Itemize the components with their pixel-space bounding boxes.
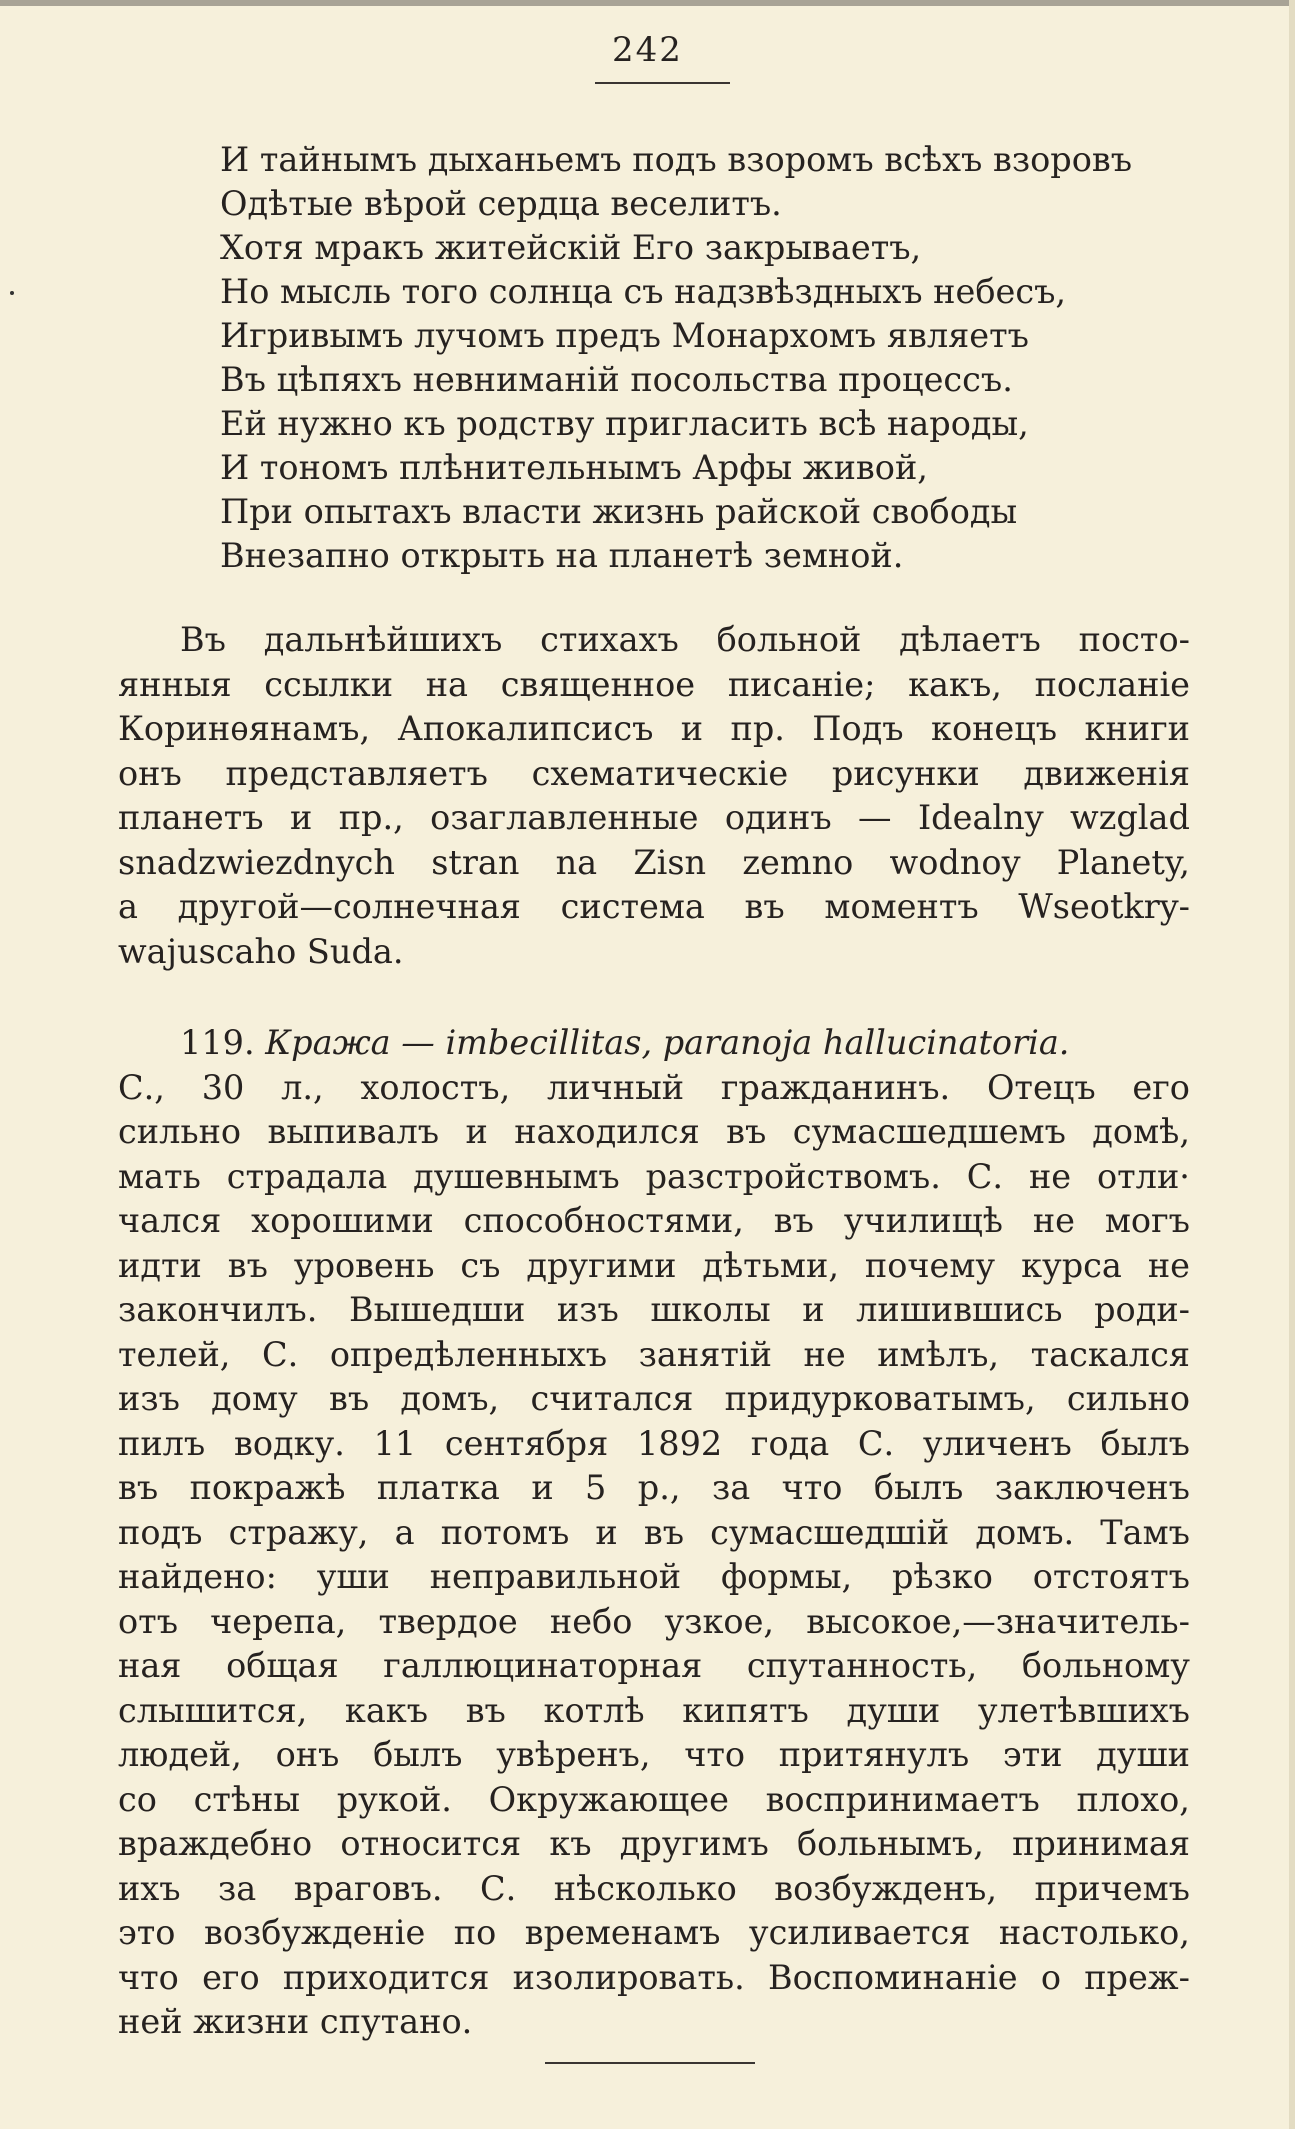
word: домѣ,: [1092, 1112, 1190, 1151]
word: возбужденъ,: [774, 1868, 998, 1908]
word: это: [118, 1913, 176, 1952]
word: воспринимаетъ: [765, 1779, 1040, 1819]
word: и: [289, 798, 313, 837]
word: сентября: [444, 1423, 609, 1463]
word: въ: [328, 1379, 370, 1418]
word: спутанность,: [746, 1646, 978, 1685]
word: холостъ,: [360, 1067, 511, 1107]
word: 1892: [636, 1423, 723, 1463]
word: о: [1040, 1957, 1061, 1997]
text-line: [118, 1333, 1190, 1378]
word: snadzwiezdnych: [118, 842, 395, 882]
word: въ: [118, 1468, 159, 1507]
text-line: [118, 1110, 1190, 1155]
poem-line: Игривымъ лучомъ предъ Монархомъ являетъ: [220, 316, 1029, 355]
word: и: [465, 1112, 488, 1151]
word: со: [118, 1779, 157, 1819]
word: притянулъ: [778, 1735, 970, 1774]
word: Idealny: [917, 798, 1044, 837]
commentary-paragraph: [118, 618, 1190, 974]
word: принимая: [1012, 1824, 1190, 1863]
text-line: [118, 1867, 1190, 1912]
text-line: [118, 1644, 1190, 1689]
case-number: 119.: [180, 1023, 255, 1062]
word: платка: [376, 1468, 500, 1507]
word: посто-: [1078, 620, 1190, 659]
word: способностями,: [463, 1201, 744, 1240]
word: училищѣ: [843, 1201, 1003, 1240]
text-line: [118, 752, 1190, 797]
poem-line: Ей нужно къ родству пригласить всѣ народы,: [220, 404, 1029, 443]
word: не: [1147, 1245, 1190, 1285]
word: ссылки: [264, 664, 394, 704]
word: Воспоминаніе: [768, 1957, 1018, 1997]
poem-line: Но мысль того солнца съ надзвѣздныхъ небесъ,: [220, 272, 1067, 311]
word: увѣренъ,: [496, 1735, 651, 1774]
word: личный: [547, 1067, 685, 1107]
word: душевнымъ: [413, 1156, 620, 1196]
word: водку.: [233, 1423, 345, 1463]
word: узкое,: [664, 1601, 775, 1641]
word: рисунки: [831, 753, 980, 793]
word: былъ: [1100, 1423, 1190, 1463]
text-line: [118, 1288, 1190, 1333]
word: причемъ: [1034, 1868, 1190, 1908]
word: заключенъ: [994, 1468, 1190, 1507]
text-line: [118, 1466, 1190, 1511]
word: домъ,: [400, 1379, 500, 1418]
text-line: ней жизни спутано.: [118, 2002, 473, 2041]
word: сильно: [118, 1112, 242, 1151]
word: дому: [211, 1379, 298, 1418]
word: въ: [465, 1690, 506, 1730]
word: р.,: [637, 1468, 681, 1507]
word: янныя: [118, 664, 232, 704]
word: дѣлаетъ: [899, 620, 1041, 659]
word: а: [394, 1512, 415, 1552]
word: въ: [744, 887, 785, 926]
word: враждебно: [118, 1824, 313, 1863]
word: С.: [857, 1423, 895, 1463]
margin-mark: [10, 291, 14, 295]
word: придурковатымъ,: [724, 1379, 1036, 1418]
text-line: [118, 1199, 1190, 1244]
word: представляетъ: [225, 753, 488, 793]
word: na: [555, 842, 598, 882]
text-line: [118, 1600, 1190, 1645]
poem-block: [220, 138, 1200, 578]
word: изолировать.: [512, 1957, 745, 1997]
word: эти: [1002, 1735, 1063, 1774]
word: за: [218, 1868, 257, 1908]
word: настолько,: [998, 1913, 1190, 1952]
word: страдала: [226, 1156, 388, 1196]
word: дальнѣйшихъ: [263, 620, 503, 659]
word: приходится: [282, 1957, 490, 1997]
word: плохо,: [1076, 1779, 1190, 1819]
word: занятій: [638, 1334, 772, 1374]
word: какъ,: [908, 664, 1002, 704]
word: преж-: [1084, 1957, 1190, 1997]
word: 30: [201, 1067, 245, 1107]
page-top-edge: [0, 0, 1295, 6]
word: С.: [966, 1156, 1004, 1196]
text-line: [118, 707, 1190, 752]
word: покражѣ: [189, 1468, 346, 1507]
word: писаніе;: [727, 664, 876, 704]
word: могъ: [1104, 1201, 1190, 1240]
word: кипятъ: [682, 1690, 809, 1730]
text-line: [118, 1555, 1190, 1600]
text-line: [118, 841, 1190, 886]
word: въ: [726, 1112, 767, 1151]
word: враговъ.: [293, 1868, 443, 1908]
poem-line: Хотя мракъ житейскій Его закрываетъ,: [220, 228, 922, 267]
poem-line: И тайнымъ дыханьемъ подъ взоромъ всѣхъ взоровъ: [220, 140, 1133, 179]
word: неправильной: [429, 1557, 682, 1596]
word: потомъ: [440, 1512, 570, 1552]
word: священное: [500, 664, 696, 704]
word: уши: [316, 1557, 390, 1596]
word: система: [560, 887, 705, 926]
word: Planety,: [1056, 842, 1190, 882]
word: закончилъ.: [118, 1290, 318, 1329]
poem-line: Въ цѣпяхъ невниманій посольства процессъ.: [220, 360, 1013, 399]
word: Zisn: [633, 842, 707, 882]
word: что: [684, 1735, 746, 1774]
text-line: [118, 1244, 1190, 1289]
word: рѣзко: [891, 1557, 993, 1596]
word: разстройствомъ.: [645, 1156, 941, 1196]
word: его: [1132, 1067, 1190, 1107]
word: движенія: [1023, 753, 1190, 793]
word: выпивалъ: [267, 1112, 440, 1151]
word: больнымъ,: [797, 1824, 984, 1863]
word: черепа,: [210, 1601, 347, 1641]
text-line: wajuscaho Suda.: [118, 931, 404, 971]
word: пр.: [730, 709, 785, 748]
word: за: [711, 1468, 751, 1507]
case-heading: [118, 1021, 1190, 1066]
word: конецъ: [931, 709, 1058, 748]
text-line: [118, 618, 1190, 663]
word: души: [1096, 1735, 1190, 1774]
case-paragraph: [118, 1021, 1190, 2045]
word: домъ.: [975, 1512, 1075, 1552]
word: котлѣ: [543, 1690, 645, 1730]
word: гражданинъ.: [720, 1067, 951, 1107]
word: съ: [460, 1245, 501, 1285]
word: находился: [514, 1112, 700, 1151]
word: книги: [1084, 709, 1190, 748]
word: отъ: [118, 1601, 179, 1641]
word: изъ: [556, 1290, 619, 1329]
word: отли·: [1096, 1156, 1190, 1196]
text-line: [118, 1689, 1190, 1734]
text-line: [118, 1778, 1190, 1823]
word: курса: [1021, 1245, 1122, 1285]
word: мать: [118, 1156, 201, 1196]
word: wzglad: [1070, 798, 1190, 837]
word: Тамъ: [1100, 1512, 1190, 1552]
header-rule: [595, 82, 730, 84]
word: посланіе: [1034, 664, 1190, 704]
word: С.,: [118, 1067, 165, 1107]
word: лишившись: [856, 1290, 1063, 1329]
word: Отецъ: [986, 1067, 1096, 1107]
word: Въ: [180, 620, 226, 659]
word: что: [781, 1468, 843, 1507]
word: что: [118, 1957, 179, 1997]
word: на: [425, 664, 469, 704]
word: ихъ: [118, 1868, 181, 1908]
word: возбужденіе: [203, 1913, 426, 1952]
word: въ: [643, 1512, 685, 1552]
word: а: [118, 887, 138, 926]
word: не: [1028, 1156, 1072, 1196]
poem-line: При опытахъ власти жизнь райской свободы: [220, 492, 1018, 531]
word: телей,: [118, 1334, 231, 1374]
word: и: [802, 1290, 825, 1329]
word: другимъ: [619, 1824, 769, 1863]
page-number: 242: [612, 30, 683, 70]
word: Коринѳянамъ,: [118, 709, 371, 748]
word: хорошими: [251, 1201, 434, 1240]
word: былъ: [373, 1735, 463, 1774]
word: идти: [118, 1245, 202, 1285]
word: сильно: [1066, 1379, 1190, 1418]
word: чался: [118, 1201, 222, 1240]
poem-line: И тономъ плѣнительнымъ Арфы живой,: [220, 448, 928, 487]
word: относится: [340, 1824, 522, 1863]
word: Окружающее: [488, 1779, 729, 1819]
text-line: [118, 1377, 1190, 1422]
word: временамъ: [524, 1913, 721, 1952]
word: подъ: [118, 1512, 203, 1552]
word: планетъ: [118, 798, 264, 837]
word: изъ: [118, 1379, 180, 1418]
word: слышится,: [118, 1690, 308, 1730]
text-line: [118, 1511, 1190, 1556]
case-title: Кража — imbecillitas, paranoja hallucinatoria.: [265, 1023, 1070, 1062]
word: имѣлъ,: [877, 1334, 1000, 1374]
word: высокое,—значитель-: [806, 1601, 1190, 1641]
word: его: [202, 1957, 260, 1997]
word: Апокалипсисъ: [397, 709, 654, 748]
word: какъ: [344, 1690, 429, 1730]
word: не: [803, 1334, 846, 1374]
word: схематическіе: [531, 753, 789, 793]
word: 5: [585, 1468, 607, 1507]
word: школы: [650, 1290, 771, 1329]
poem-line: Внезапно открыть на планетѣ земной.: [220, 536, 904, 575]
word: по: [453, 1913, 497, 1952]
word: и: [595, 1512, 618, 1552]
word: не: [1032, 1201, 1075, 1240]
word: рукой.: [336, 1779, 452, 1819]
text-line: [118, 1822, 1190, 1867]
text-line: [118, 885, 1190, 930]
word: стихахъ: [540, 620, 679, 659]
word: людей,: [118, 1735, 242, 1774]
word: сумасшедшемъ: [792, 1112, 1066, 1151]
word: считался: [530, 1379, 694, 1418]
word: С.: [262, 1334, 299, 1374]
word: галлюцинаторная: [383, 1646, 703, 1685]
word: другими: [526, 1245, 677, 1285]
word: пилъ: [118, 1423, 206, 1463]
word: Подъ: [812, 709, 904, 748]
word: почему: [864, 1245, 996, 1285]
word: въ: [773, 1201, 814, 1240]
word: больной: [716, 620, 862, 659]
word: wodnoy: [889, 842, 1021, 882]
word: таскался: [1030, 1334, 1190, 1374]
text-line: [118, 663, 1190, 708]
word: онъ: [275, 1735, 340, 1774]
word: формы,: [720, 1557, 853, 1596]
text-line: [118, 796, 1190, 841]
word: уровень: [293, 1245, 435, 1285]
text-line: [118, 1733, 1190, 1778]
text-line: [118, 1911, 1190, 1956]
end-rule: [545, 2062, 755, 2064]
word: стѣны: [193, 1779, 301, 1819]
word: С.: [480, 1868, 517, 1908]
word: другой—солнечная: [177, 887, 521, 926]
word: улетѣвшихъ: [977, 1690, 1190, 1730]
word: былъ: [873, 1468, 964, 1507]
word: 11: [373, 1423, 417, 1463]
word: онъ: [118, 753, 182, 793]
page-right-edge: [1289, 0, 1295, 2129]
word: опредѣленныхъ: [329, 1334, 608, 1374]
word: отстоятъ: [1032, 1557, 1190, 1596]
word: zemno: [742, 842, 854, 882]
word: души: [846, 1690, 941, 1730]
word: л.,: [281, 1067, 324, 1107]
word: въ: [227, 1245, 268, 1285]
word: нѣсколько: [553, 1868, 737, 1908]
word: сумасшедшій: [710, 1512, 950, 1552]
word: года: [750, 1423, 830, 1463]
word: и: [680, 709, 704, 748]
word: больному: [1021, 1646, 1190, 1685]
word: и: [531, 1468, 554, 1507]
text-line: [118, 1155, 1190, 1200]
word: найдено:: [118, 1557, 277, 1596]
word: твердое: [378, 1601, 518, 1641]
word: пр.,: [338, 798, 404, 837]
word: —: [858, 798, 892, 837]
word: къ: [549, 1824, 592, 1863]
text-line: [118, 1066, 1190, 1111]
word: Вышедши: [348, 1290, 526, 1329]
word: усиливается: [748, 1913, 971, 1952]
word: дѣтьми,: [702, 1245, 839, 1285]
word: ная: [118, 1646, 182, 1685]
word: Wseotkry-: [1018, 887, 1190, 926]
poem-line: Одѣтые вѣрой сердца веселитъ.: [220, 184, 782, 223]
word: уличенъ: [922, 1423, 1072, 1463]
word: небо: [549, 1601, 633, 1641]
text-line: [118, 1422, 1190, 1467]
word: роди-: [1094, 1290, 1190, 1329]
word: одинъ: [724, 798, 832, 837]
word: стражу,: [228, 1512, 369, 1552]
word: моментъ: [824, 887, 979, 926]
word: stran: [431, 842, 520, 882]
word: озаглавленные: [430, 798, 699, 837]
text-line: [118, 1956, 1190, 2001]
word: общая: [226, 1646, 339, 1685]
